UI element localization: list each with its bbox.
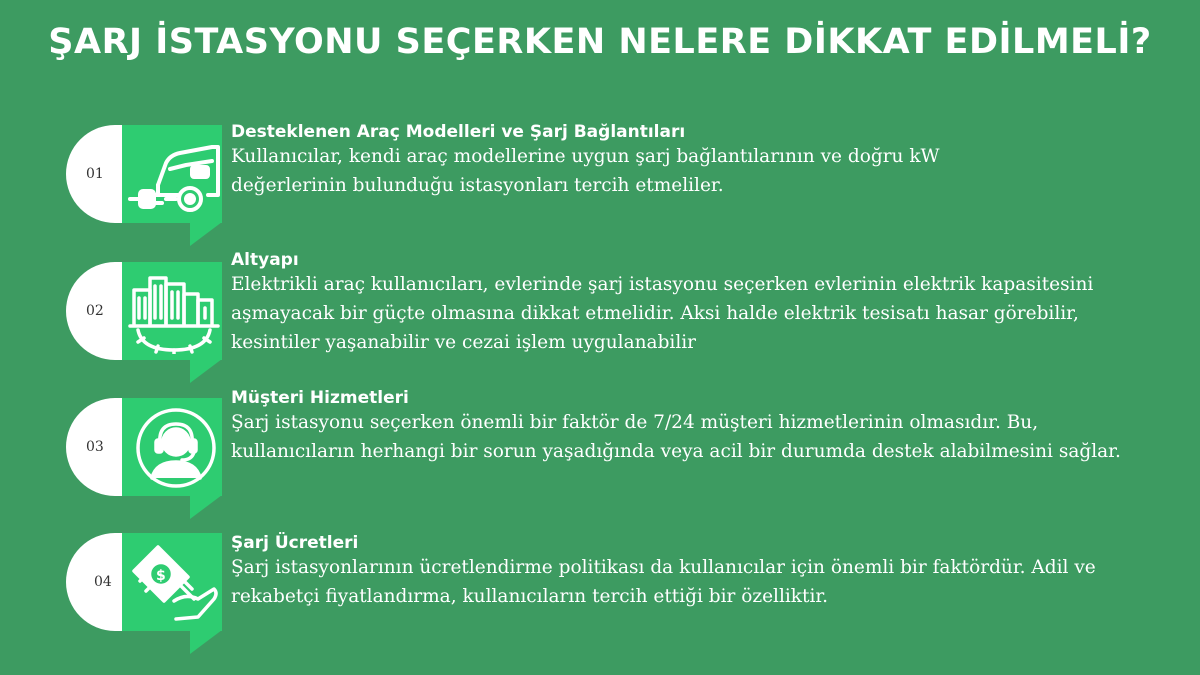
speech-tail — [190, 359, 222, 383]
icon-panel — [122, 398, 222, 496]
item-heading: Desteklenen Araç Modelleri ve Şarj Bağlantıları — [231, 122, 686, 142]
speech-tail — [190, 630, 222, 654]
item-text — [231, 388, 1151, 466]
icon-panel — [122, 125, 222, 223]
item-number: 03 — [86, 439, 104, 455]
icon-panel — [122, 262, 222, 360]
item-body: Şarj istasyonlarının ücretlendirme politikası da kullanıcılar için önemli bir faktördür. Adil ve rekabetçi fiyatlandırma, kullanıcıların tercih ettiği bir özelliktir. — [231, 557, 1096, 607]
item-body: Şarj istasyonu seçerken önemli bir faktör de 7/24 müşteri hizmetlerinin olmasıdır. Bu, kullanıcıların herhangi bir sorun yaşadığında veya acil bir durumda destek alabilmesini sağlar. — [231, 412, 1121, 462]
speech-tail — [190, 495, 222, 519]
item-heading: Altyapı — [231, 250, 299, 270]
item-number: 01 — [86, 166, 104, 182]
item-text — [231, 122, 1151, 200]
item-text — [231, 250, 1151, 357]
page-title: ŞARJ İSTASYONU SEÇERKEN NELERE DİKKAT EDİLMELİ? — [48, 22, 1152, 62]
item-heading: Müşteri Hizmetleri — [231, 388, 409, 408]
item-heading: Şarj Ücretleri — [231, 533, 359, 553]
item-number: 02 — [86, 303, 104, 319]
item-body: Elektrikli araç kullanıcıları, evlerinde şarj istasyonu seçerken evlerinin elektrik kapasitesini aşmayacak bir güçte olmasına dikkat etmelidir. Aksi halde elektrik tesisatı hasar görebilir, kesintiler yaşanabilir ve cezai işlem uygulanabilir — [231, 274, 1094, 353]
item-text — [231, 533, 1151, 611]
item-body: Kullanıcılar, kendi araç modellerine uygun şarj bağlantılarının ve doğru kW değerlerinin bulunduğu istasyonları tercih etmeliler. — [231, 146, 940, 196]
svg-text:$: $ — [156, 568, 166, 584]
icon-panel — [122, 533, 222, 631]
speech-tail — [190, 222, 222, 246]
item-number: 04 — [94, 574, 112, 590]
